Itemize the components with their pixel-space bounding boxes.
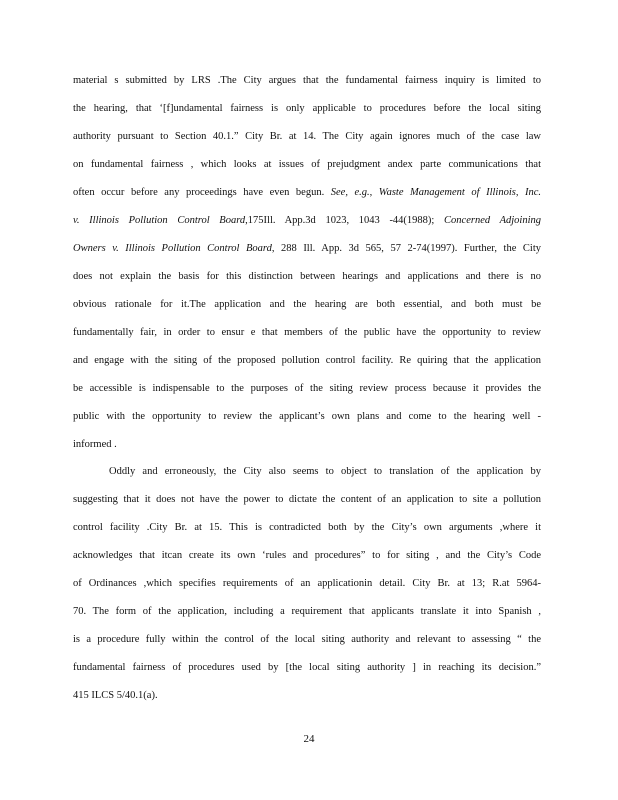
text-line: obvious rationale for it.The application and the hearing are both essential, and both must be [73,299,541,310]
text-line: and engage with the siting of the proposed pollution control facility. Re quiring that the application [73,355,541,366]
text-line: control facility .City Br. at 15. This is contradicted both by the City’s own arguments ,where it [73,522,541,533]
case-citation: v. Illinois Pollution Control Board [73,215,246,226]
page-number: 24 [303,733,315,745]
case-citation: Owners v. Illinois Pollution Control Board [73,243,272,254]
text-line: does not explain the basis for this distinction between hearings and applications and there is no [73,271,541,282]
case-citation: See, e.g., Waste Management of Illinois, Inc. [330,187,542,198]
text-line: 415 ILCS 5/40.1(a). [73,690,158,701]
text-line: v. Illinois Pollution Control Board,175Ill. App.3d 1023, 1043 -44(1988); Concerned Adjoining [73,215,541,226]
text-line: of Ordinances ,which specifies requirements of an applicationin detail. City Br. at 13; R.at 5964- [73,578,541,589]
text-line: acknowledges that itcan create its own ‘rules and procedures” to for siting , and the City’s Code [73,550,541,561]
text-line: on fundamental fairness , which looks at issues of prejudgment andex parte communications that [73,159,541,170]
text-line: informed . [73,439,117,450]
text-line: 70. The form of the application, including a requirement that applicants translate it into Spanish , [73,606,541,617]
text-line: fundamental fairness of procedures used by [the local siting authority ] in reaching its decision.” [73,662,541,673]
text-line: Oddly and erroneously, the City also seems to object to translation of the application by [109,466,541,477]
text-line: be accessible is indispensable to the purposes of the siting review process because it provides the [73,383,541,394]
case-citation: Concerned Adjoining [444,215,541,226]
text-line: Owners v. Illinois Pollution Control Board, 288 Ill. App. 3d 565, 57 2-74(1997). Further, the City [73,243,541,254]
text-line: is a procedure fully within the control of the local siting authority and relevant to assessing “ the [73,634,541,645]
text-line: suggesting that it does not have the power to dictate the content of an application to site a pollution [73,494,541,505]
text-line: authority pursuant to Section 40.1.” City Br. at 14. The City again ignores much of the case law [73,131,541,142]
text-line: often occur before any proceedings have even begun. See, e.g., Waste Management of Illinois, Inc. [73,187,542,198]
text-line: material s submitted by LRS .The City argues that the fundamental fairness inquiry is limited to [73,75,541,86]
text-line: public with the opportunity to review the applicant’s own plans and come to the hearing well - [73,411,541,422]
text-line: the hearing, that ‘[f]undamental fairness is only applicable to procedures before the local siting [73,103,541,114]
text-line: fundamentally fair, in order to ensur e that members of the public have the opportunity to review [73,327,541,338]
